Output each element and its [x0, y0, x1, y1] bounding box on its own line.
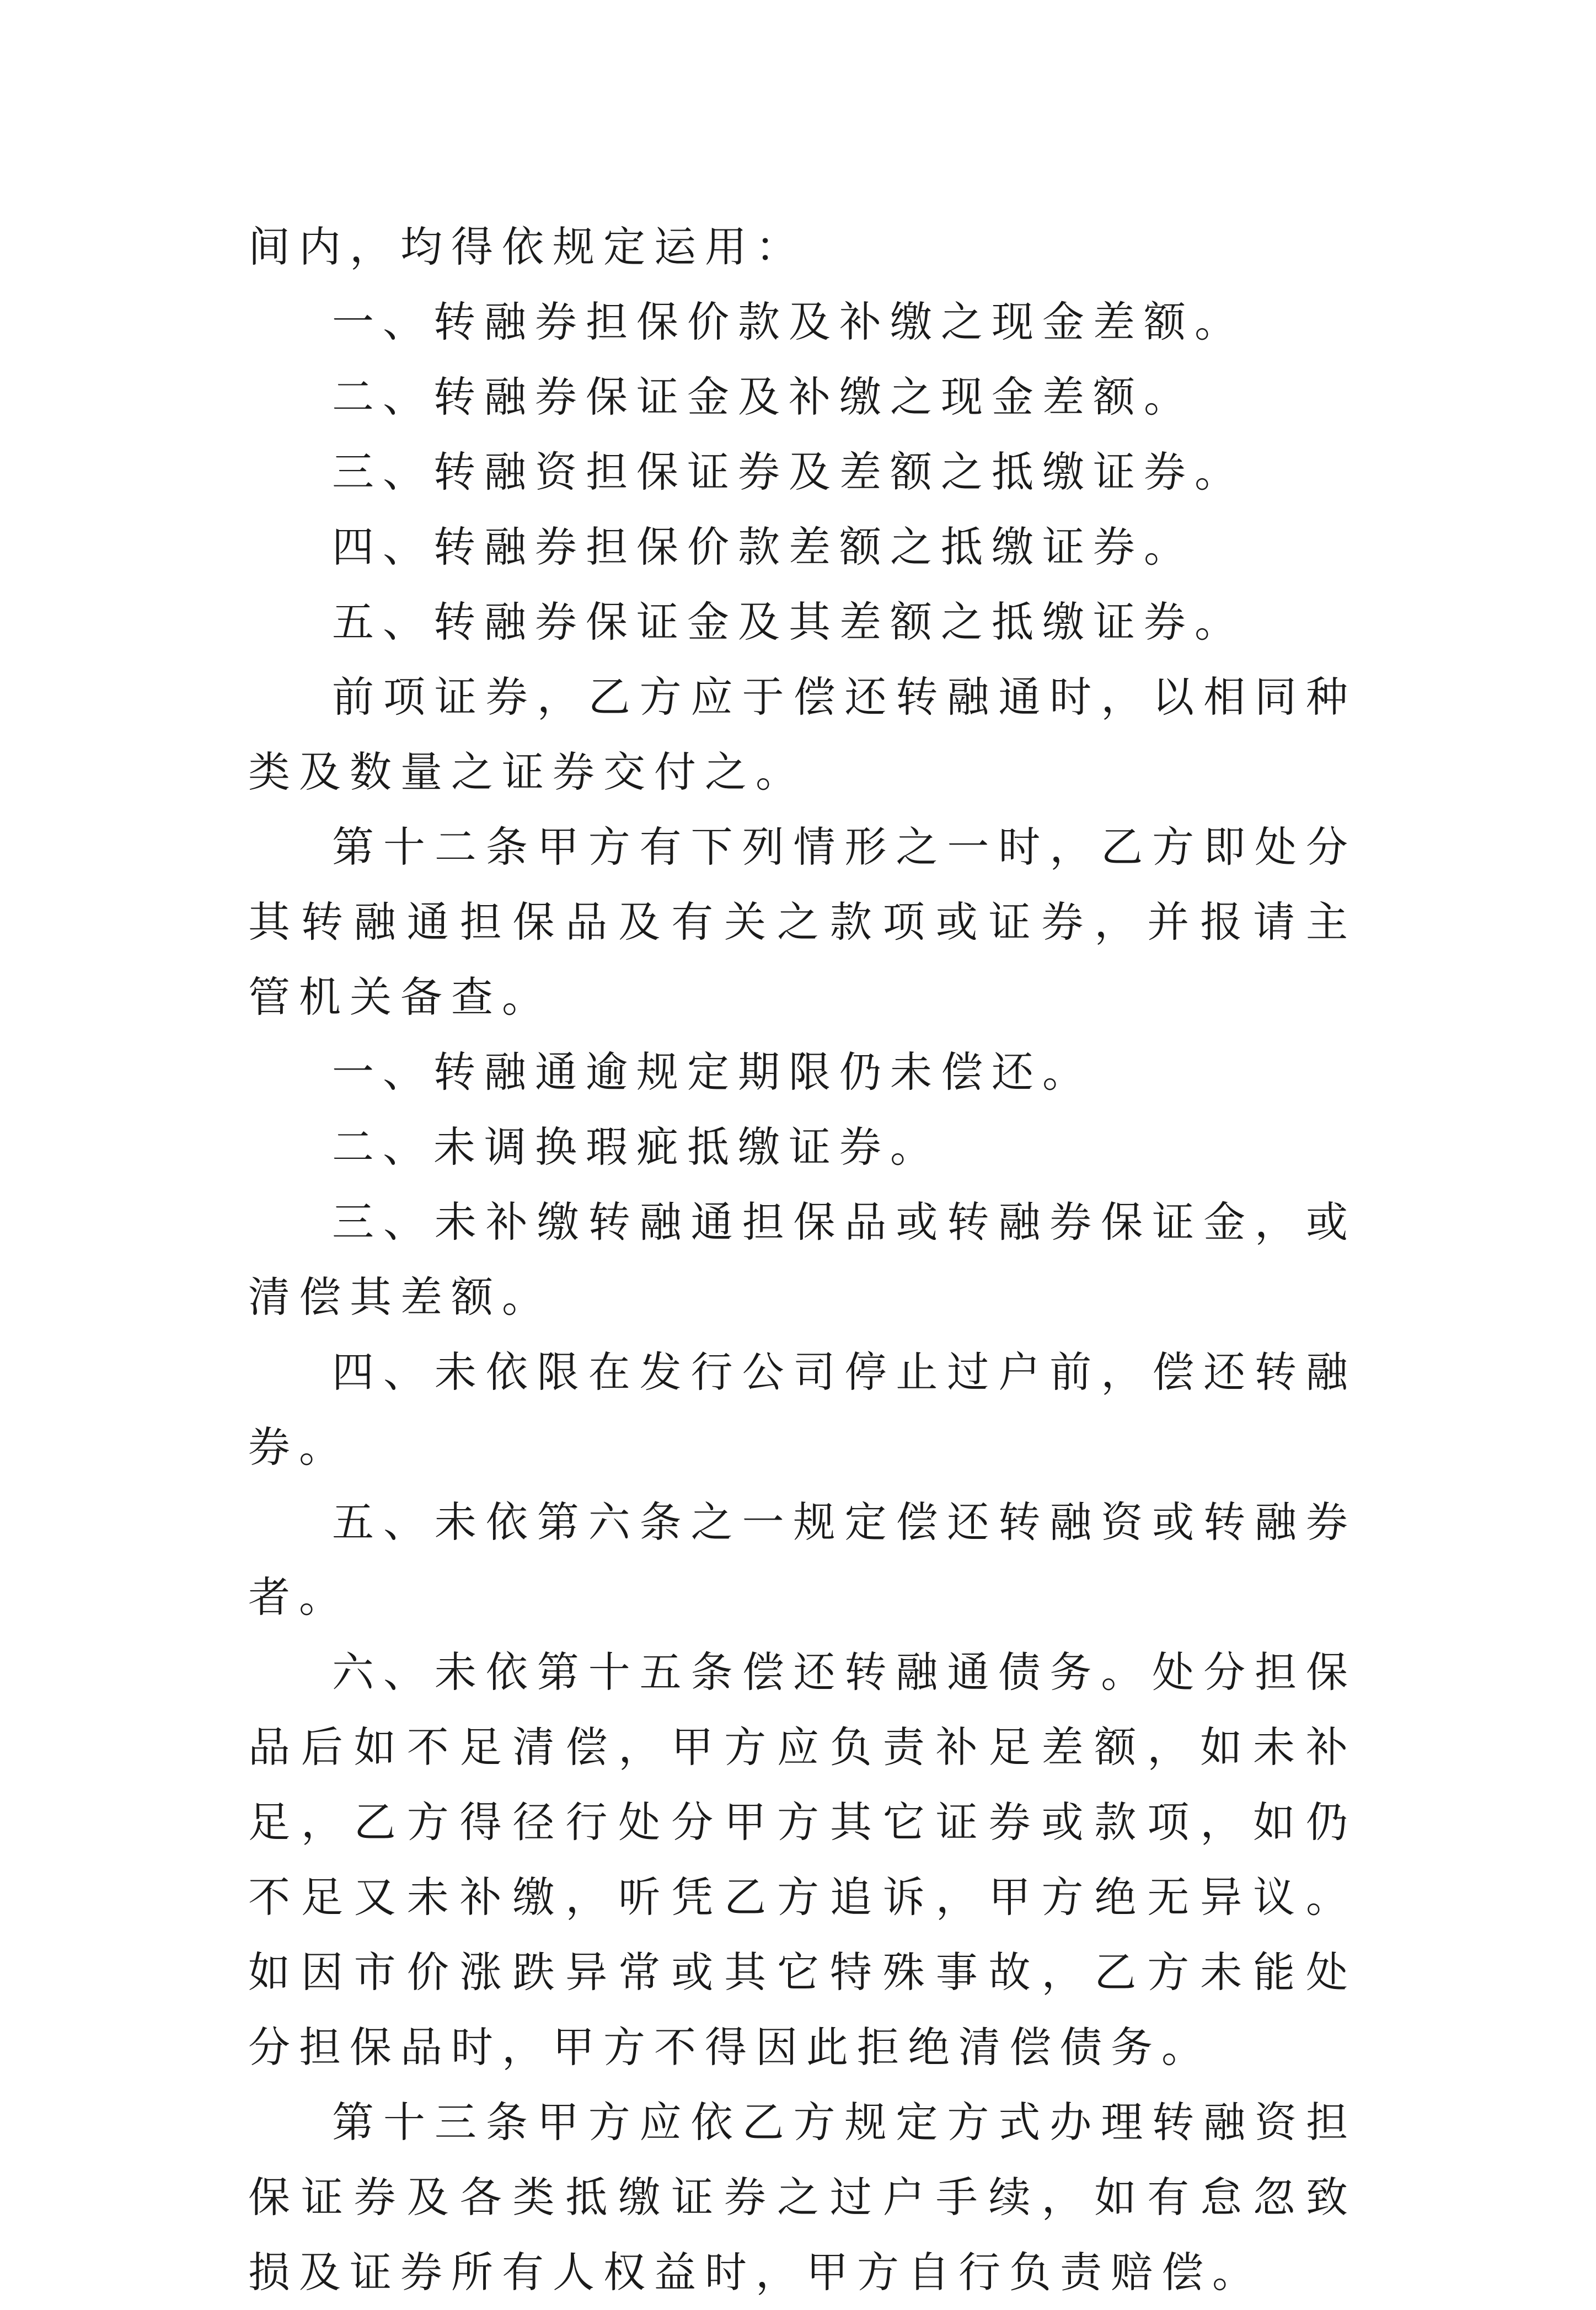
article-12-item-1: 一、转融通逾规定期限仍未偿还。 [332, 1047, 1093, 1097]
article-12-item-5: 五、未依第六条之一规定偿还转融资或转融券者。 [248, 1498, 1357, 1622]
article-12: 第十二条甲方有下列情形之一时，乙方即处分其转融通担保品及有关之款项或证券，并报请主管机关备查。 [248, 822, 1357, 1022]
article-12-item-3: 三、未补缴转融通担保品或转融券保证金，或清偿其差额。 [248, 1197, 1357, 1322]
list-item-1: 一、转融券担保价款及补缴之现金差额。 [332, 297, 1245, 346]
paragraph-securities-return: 前项证券，乙方应于偿还转融通时，以相同种类及数量之证券交付之。 [248, 672, 1357, 796]
list-item-3: 三、转融资担保证券及差额之抵缴证券。 [332, 447, 1245, 496]
article-12-item-2: 二、未调换瑕疵抵缴证券。 [332, 1122, 941, 1172]
article-12-item-6: 六、未依第十五条偿还转融通债务。处分担保品后如不足清偿，甲方应负责补足差额，如未补足，乙方得径行处分甲方其它证券或款项，如仍不足又未补缴，听凭乙方追诉，甲方绝无异议。如因市价涨跌异常或其它特殊事故，乙方未能处分担保品时，甲方不得因此拒绝清偿债务。 [248, 1648, 1357, 2072]
paragraph-continuation: 间内，均得依规定运用： [248, 222, 806, 271]
list-item-5: 五、转融券保证金及其差额之抵缴证券。 [332, 597, 1245, 646]
list-item-2: 二、转融券保证金及补缴之现金差额。 [332, 372, 1195, 421]
document-page [248, 210, 1357, 2310]
article-12-item-4: 四、未依限在发行公司停止过户前，偿还转融券。 [248, 1348, 1357, 1472]
list-item-4: 四、转融券担保价款差额之抵缴证券。 [332, 522, 1195, 571]
article-13: 第十三条甲方应依乙方规定方式办理转融资担保证券及各类抵缴证券之过户手续，如有怠忽致损及证券所有人权益时，甲方自行负责赔偿。 [248, 2098, 1357, 2297]
